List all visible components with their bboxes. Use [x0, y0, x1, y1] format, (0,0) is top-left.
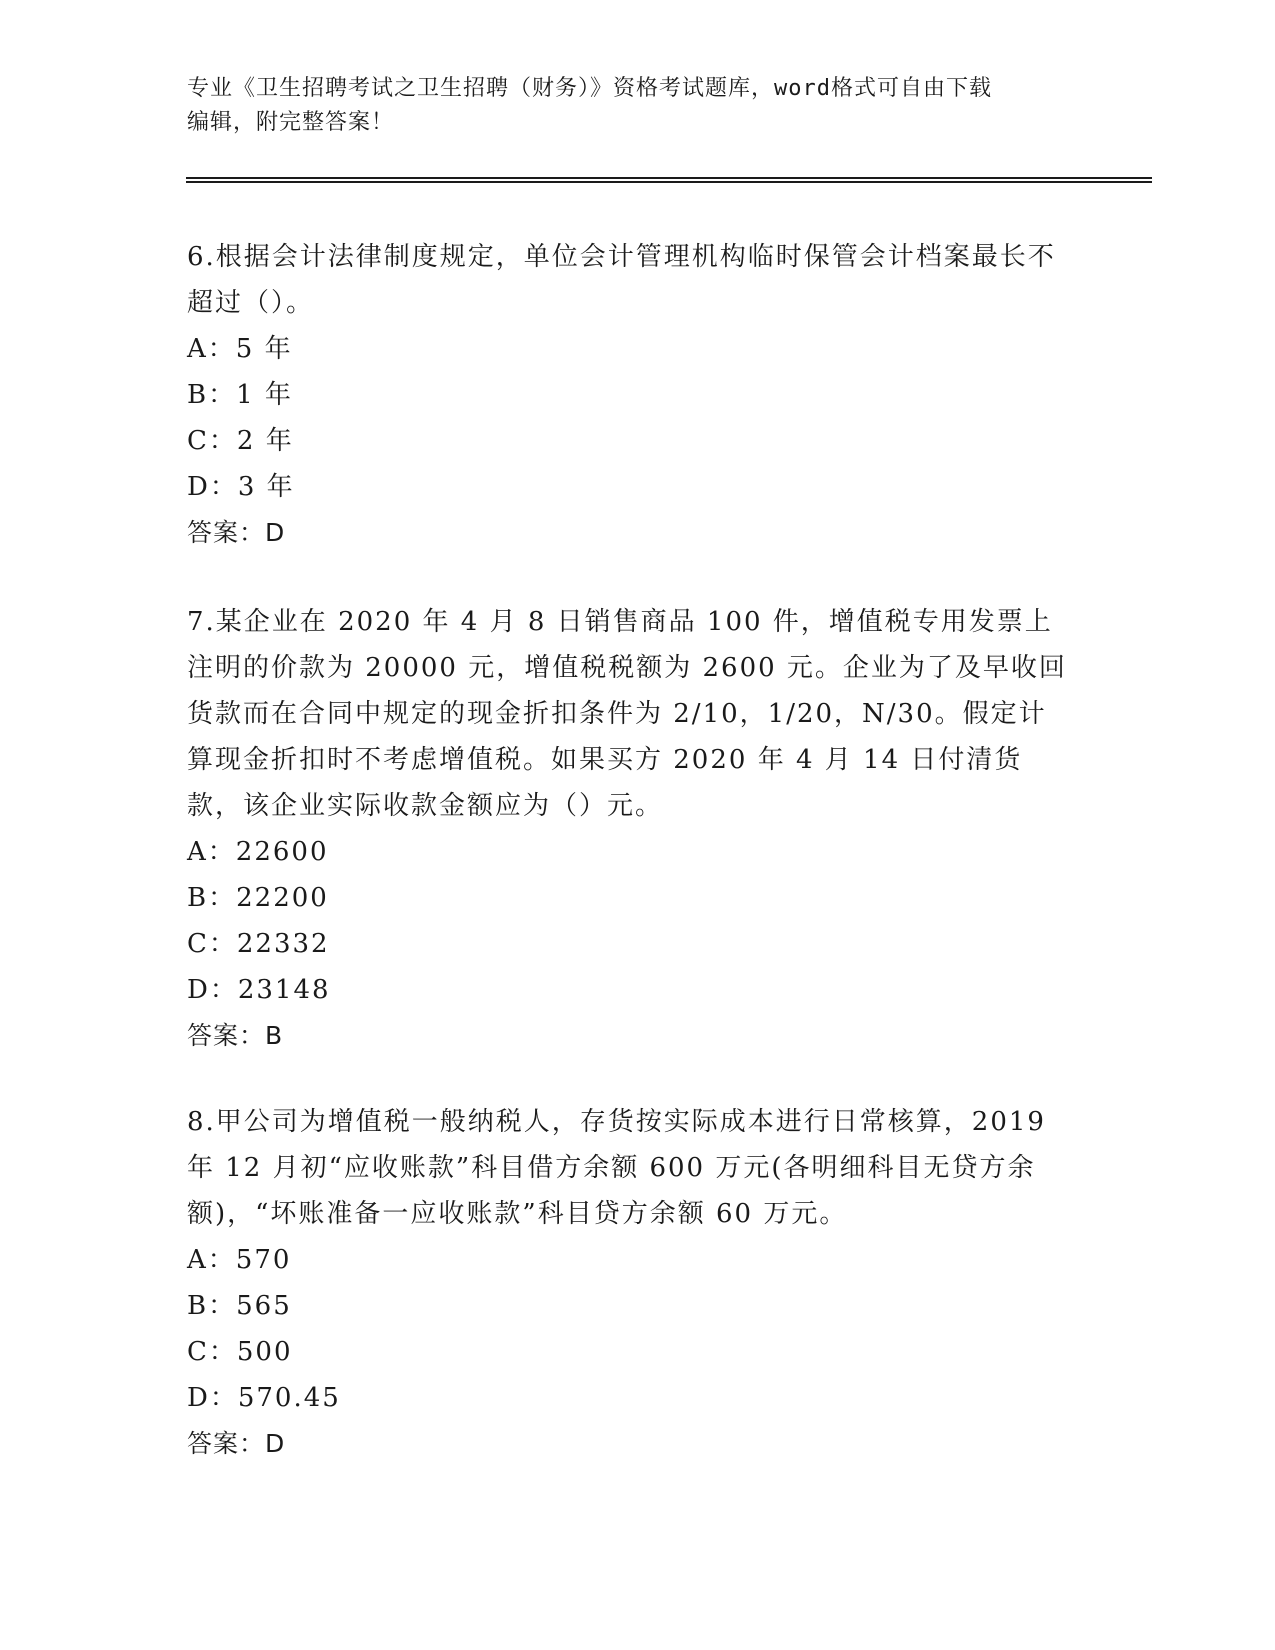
option-c: C：2 年	[187, 426, 294, 456]
question-6	[187, 234, 1067, 556]
question-stem: 8.甲公司为增值税一般纳税人，存货按实际成本进行日常核算，2019 年 12 月初“应收账款”科目借方余额 600 万元(各明细科目无贷方余额)，“坏账准备一应收账款”科目贷方余额 60 万元。	[187, 1107, 1046, 1229]
question-stem: 6.根据会计法律制度规定，单位会计管理机构临时保管会计档案最长不超过（）。	[187, 242, 1056, 318]
option-b: B：1 年	[187, 380, 293, 410]
header-line-1: 专业《卫生招聘考试之卫生招聘（财务）》资格考试题库，word格式可自由下载	[187, 76, 992, 101]
option-d: D：23148	[187, 975, 331, 1005]
question-8	[187, 1099, 1067, 1467]
answer-line: 答案：D	[187, 518, 286, 547]
option-a: A：5 年	[187, 334, 293, 364]
header-line-2: 编辑，附完整答案！	[187, 110, 395, 135]
option-c: C：500	[187, 1337, 293, 1367]
answer-line: 答案：D	[187, 1429, 286, 1458]
answer-line: 答案：B	[187, 1021, 284, 1050]
header-divider-bottom	[186, 181, 1152, 183]
option-a: A：570	[187, 1245, 292, 1275]
option-d: D：570.45	[187, 1383, 341, 1413]
option-b: B：565	[187, 1291, 292, 1321]
option-c: C：22332	[187, 929, 330, 959]
option-a: A：22600	[187, 837, 329, 867]
header-divider-top	[186, 177, 1152, 179]
option-d: D：3 年	[187, 472, 295, 502]
option-b: B：22200	[187, 883, 329, 913]
question-stem: 7.某企业在 2020 年 4 月 8 日销售商品 100 件，增值税专用发票上注明的价款为 20000 元，增值税税额为 2600 元。企业为了及早收回货款而在合同中规定的现金折扣条件为 2/10，1/20，N/30。假定计算现金折扣时不考虑增值税。如果买方 2020 年 4 月 14 日付清货款，该企业实际收款金额应为（）元。	[187, 607, 1067, 821]
document-header	[187, 72, 1067, 140]
question-7	[187, 599, 1067, 1059]
